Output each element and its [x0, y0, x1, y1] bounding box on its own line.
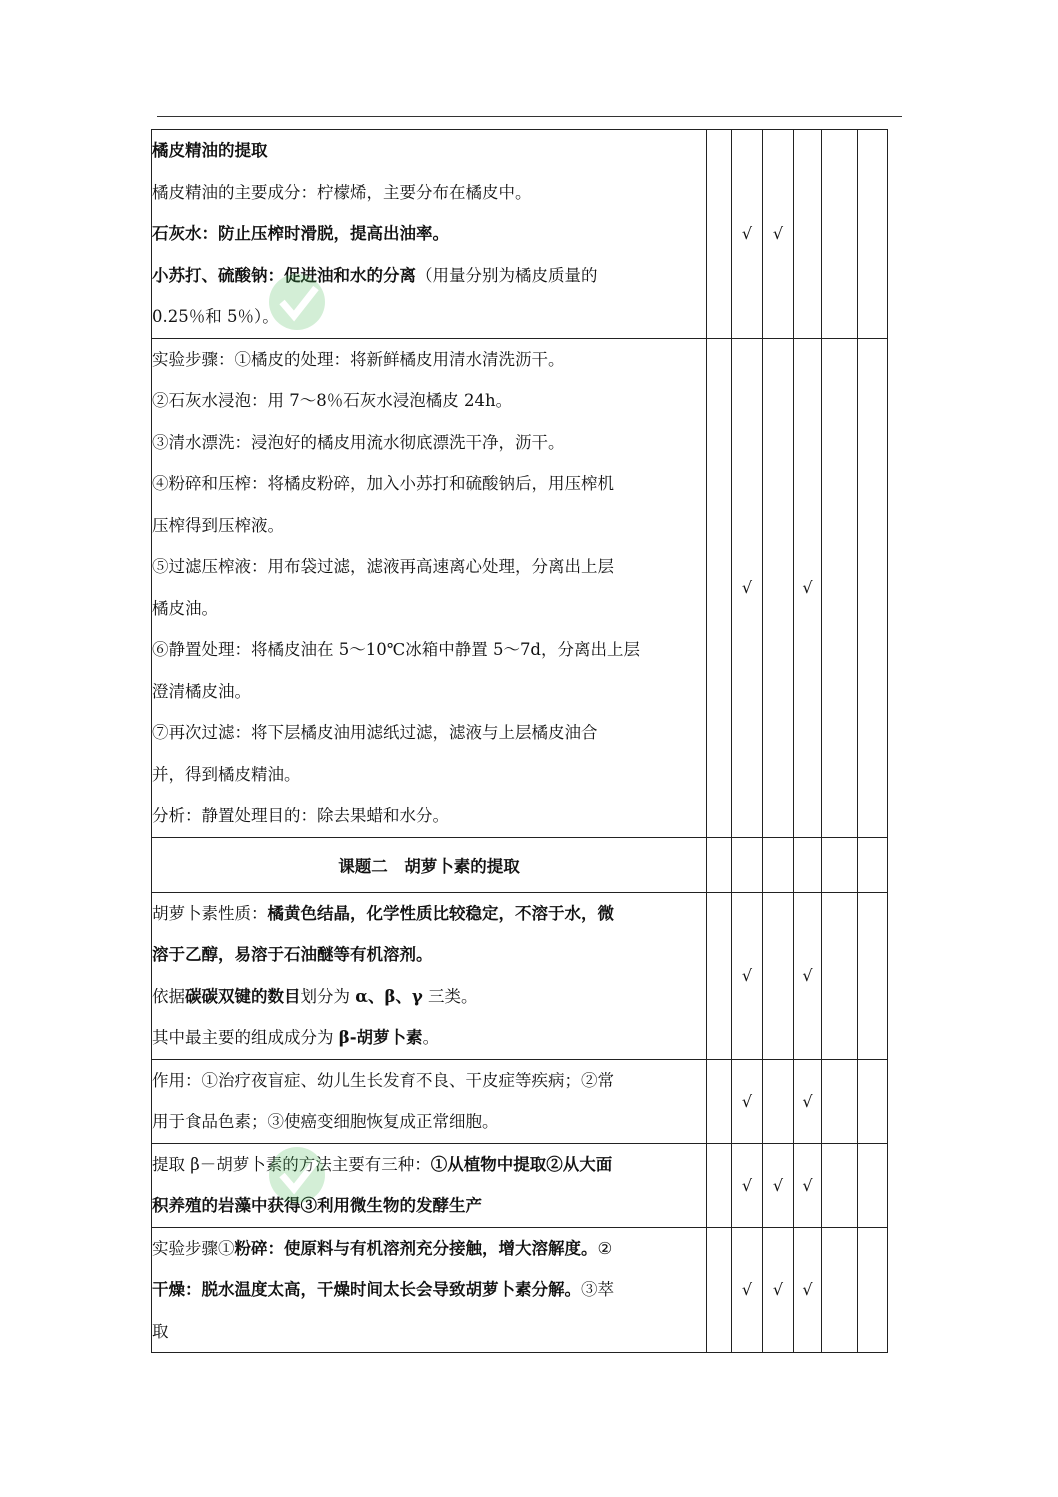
mark-cell: [707, 130, 732, 339]
check-mark-icon: √: [741, 966, 753, 985]
text-segment: 其中最主要的组成成分为: [152, 1028, 339, 1047]
content-table: [151, 129, 888, 1353]
row-content: [152, 338, 707, 837]
mark-cell: [858, 1143, 888, 1227]
text-line: [152, 1185, 706, 1227]
text-line: [152, 1269, 706, 1311]
text-line: [152, 422, 706, 464]
mark-cell: [732, 130, 763, 339]
text-segment: ⑥静置处理：将橘皮油在 5～10℃冰箱中静置 5～7d，分离出上层: [152, 640, 640, 659]
bold-text: 橘皮精油的提取: [152, 141, 268, 160]
text-line: [152, 795, 706, 837]
mark-cell: [732, 1143, 763, 1227]
text-line: [152, 130, 706, 172]
mark-cell: [732, 1059, 763, 1143]
mark-cell: [763, 1227, 794, 1353]
text-segment: 胡萝卜素性质：: [152, 903, 268, 923]
text-segment: 作用：①治疗夜盲症、幼儿生长发育不良、干皮症等疾病；②常: [152, 1070, 614, 1090]
mark-cell: [858, 837, 888, 892]
text-segment: 并，得到橘皮精油。: [152, 764, 301, 784]
mark-cell: [794, 1227, 822, 1353]
text-line: [152, 255, 706, 297]
bold-text: 橘黄色结晶，化学性质比较稳定，不溶于水，微: [267, 903, 614, 923]
text-line: [152, 1144, 706, 1186]
mark-cell: [822, 837, 858, 892]
text-line: [152, 1060, 706, 1102]
mark-cell: [732, 1227, 763, 1353]
bold-text: 粉碎：使原料与有机溶剂充分接触，增大溶解度。: [234, 1238, 598, 1258]
text-segment: ④粉碎和压榨：将橘皮粉碎，加入小苏打和硫酸钠后，用压榨机: [152, 474, 614, 493]
bold-text: β-胡萝卜素: [338, 1028, 423, 1047]
bold-text: α、β、γ: [355, 986, 423, 1006]
check-mark-icon: √: [802, 966, 813, 985]
check-mark-icon: √: [802, 1280, 813, 1300]
text-line: [152, 546, 706, 588]
text-segment: 依据: [152, 986, 185, 1006]
row-content: [152, 1059, 707, 1143]
bold-text: 碳碳双键的数目: [185, 986, 301, 1006]
text-segment: 提取 β－胡萝卜素的方法主要有三种：: [152, 1154, 431, 1174]
mark-cell: [858, 338, 888, 837]
text-segment: ⑦再次过滤：将下层橘皮油用滤纸过滤，滤液与上层橘皮油合: [152, 723, 598, 742]
check-mark-icon: √: [741, 578, 753, 597]
mark-cell: [707, 1227, 732, 1353]
mark-cell: [763, 130, 794, 339]
mark-cell: [822, 130, 858, 339]
table-row: [152, 1059, 888, 1143]
mark-cell: [763, 837, 794, 892]
check-mark-icon: √: [741, 1280, 753, 1300]
bold-text: ①从植物中提取②从大面: [430, 1154, 613, 1174]
mark-cell: [822, 338, 858, 837]
text-line: [152, 339, 706, 381]
table-row: [152, 892, 888, 1059]
text-line: [152, 380, 706, 422]
text-line: [152, 1228, 706, 1270]
table-row: [152, 130, 888, 339]
row-content: [152, 1143, 707, 1227]
text-line: [152, 671, 706, 713]
text-segment: 三类。: [422, 986, 478, 1006]
mark-cell: [763, 892, 794, 1059]
bold-text: 积养殖的岩藻中获得③利用微生物的发酵生产: [152, 1196, 482, 1215]
mark-cell: [794, 130, 822, 339]
text-segment: 实验步骤：①橘皮的处理：将新鲜橘皮用清水清洗沥干。: [152, 349, 565, 369]
mark-cell: [858, 1059, 888, 1143]
mark-cell: [822, 892, 858, 1059]
text-segment: 橘皮精油的主要成分：柠檬烯，主要分布在橘皮中。: [152, 182, 532, 202]
mark-cell: [822, 1059, 858, 1143]
mark-cell: [794, 892, 822, 1059]
mark-cell: [794, 837, 822, 892]
table-row: [152, 1227, 888, 1353]
text-line: [152, 588, 706, 630]
text-segment: 0.25％和 5％）。: [152, 307, 279, 326]
text-segment: 用于食品色素；③使癌变细胞恢复成正常细胞。: [152, 1112, 499, 1131]
text-line: [152, 505, 706, 547]
mark-cell: [707, 837, 732, 892]
text-segment: ②: [597, 1238, 613, 1258]
text-segment: ③清水漂洗：浸泡好的橘皮用流水彻底漂洗干净，沥干。: [152, 432, 565, 452]
check-mark-icon: √: [741, 224, 753, 244]
text-line: [152, 1311, 706, 1353]
page-header-rule: [157, 116, 902, 117]
mark-cell: [732, 892, 763, 1059]
table-row: [152, 837, 888, 892]
bold-text: 石灰水：防止压榨时滑脱，提高出油率。: [152, 224, 449, 243]
text-line: [152, 712, 706, 754]
text-line: [152, 463, 706, 505]
mark-cell: [858, 1227, 888, 1353]
mark-cell: [794, 338, 822, 837]
text-segment: 取: [152, 1321, 169, 1341]
text-line: [152, 1101, 706, 1143]
table-row: [152, 1143, 888, 1227]
text-line: [152, 172, 706, 214]
bold-text: 小苏打、硫酸钠：促进油和水的分离: [152, 265, 416, 285]
text-line: [152, 934, 706, 976]
mark-cell: [732, 338, 763, 837]
text-line: [152, 213, 706, 255]
text-line: [152, 296, 706, 338]
mark-cell: [707, 338, 732, 837]
check-mark-icon: √: [772, 224, 784, 244]
bold-text: 干燥：脱水温度太高，干燥时间太长会导致胡萝卜素分解。: [152, 1280, 581, 1299]
text-segment: ③萃: [581, 1280, 614, 1299]
row-content: [152, 892, 707, 1059]
mark-cell: [822, 1143, 858, 1227]
mark-cell: [707, 1059, 732, 1143]
text-segment: 橘皮油。: [152, 598, 218, 618]
text-segment: 澄清橘皮油。: [152, 681, 251, 701]
row-content: [152, 1227, 707, 1353]
text-segment: 分析：静置处理目的：除去果蜡和水分。: [152, 806, 449, 825]
mark-cell: [707, 892, 732, 1059]
row-content: [152, 130, 707, 339]
text-segment: （用量分别为橘皮质量的: [416, 265, 598, 285]
table-row: [152, 338, 888, 837]
mark-cell: [858, 892, 888, 1059]
text-line: [152, 754, 706, 796]
text-segment: ⑤过滤压榨液：用布袋过滤，滤液再高速离心处理，分离出上层: [152, 557, 614, 576]
check-mark-icon: √: [802, 1091, 813, 1111]
mark-cell: [763, 338, 794, 837]
mark-cell: [822, 1227, 858, 1353]
check-mark-icon: √: [741, 1175, 753, 1195]
text-line: [152, 976, 706, 1018]
check-mark-icon: √: [802, 578, 813, 597]
text-line: [152, 1017, 706, 1059]
check-mark-icon: √: [741, 1091, 753, 1111]
check-mark-icon: √: [772, 1175, 784, 1195]
table-body: [152, 130, 888, 1353]
text-segment: 压榨得到压榨液。: [152, 515, 284, 535]
text-line: [152, 893, 706, 935]
text-segment: 。: [422, 1028, 440, 1047]
bold-text: 溶于乙醇，易溶于石油醚等有机溶剂。: [152, 945, 433, 964]
text-segment: 划分为: [300, 986, 356, 1006]
text-segment: 实验步骤①: [152, 1238, 235, 1258]
text-segment: ②石灰水浸泡：用 7～8％石灰水浸泡橘皮 24h。: [152, 391, 513, 410]
mark-cell: [858, 130, 888, 339]
mark-cell: [763, 1059, 794, 1143]
mark-cell: [732, 837, 763, 892]
mark-cell: [794, 1059, 822, 1143]
check-mark-icon: √: [772, 1280, 784, 1300]
mark-cell: [763, 1143, 794, 1227]
text-line: [152, 629, 706, 671]
mark-cell: [794, 1143, 822, 1227]
mark-cell: [707, 1143, 732, 1227]
check-mark-icon: √: [802, 1175, 813, 1195]
section-title: 课题二 胡萝卜素的提取: [152, 837, 707, 892]
